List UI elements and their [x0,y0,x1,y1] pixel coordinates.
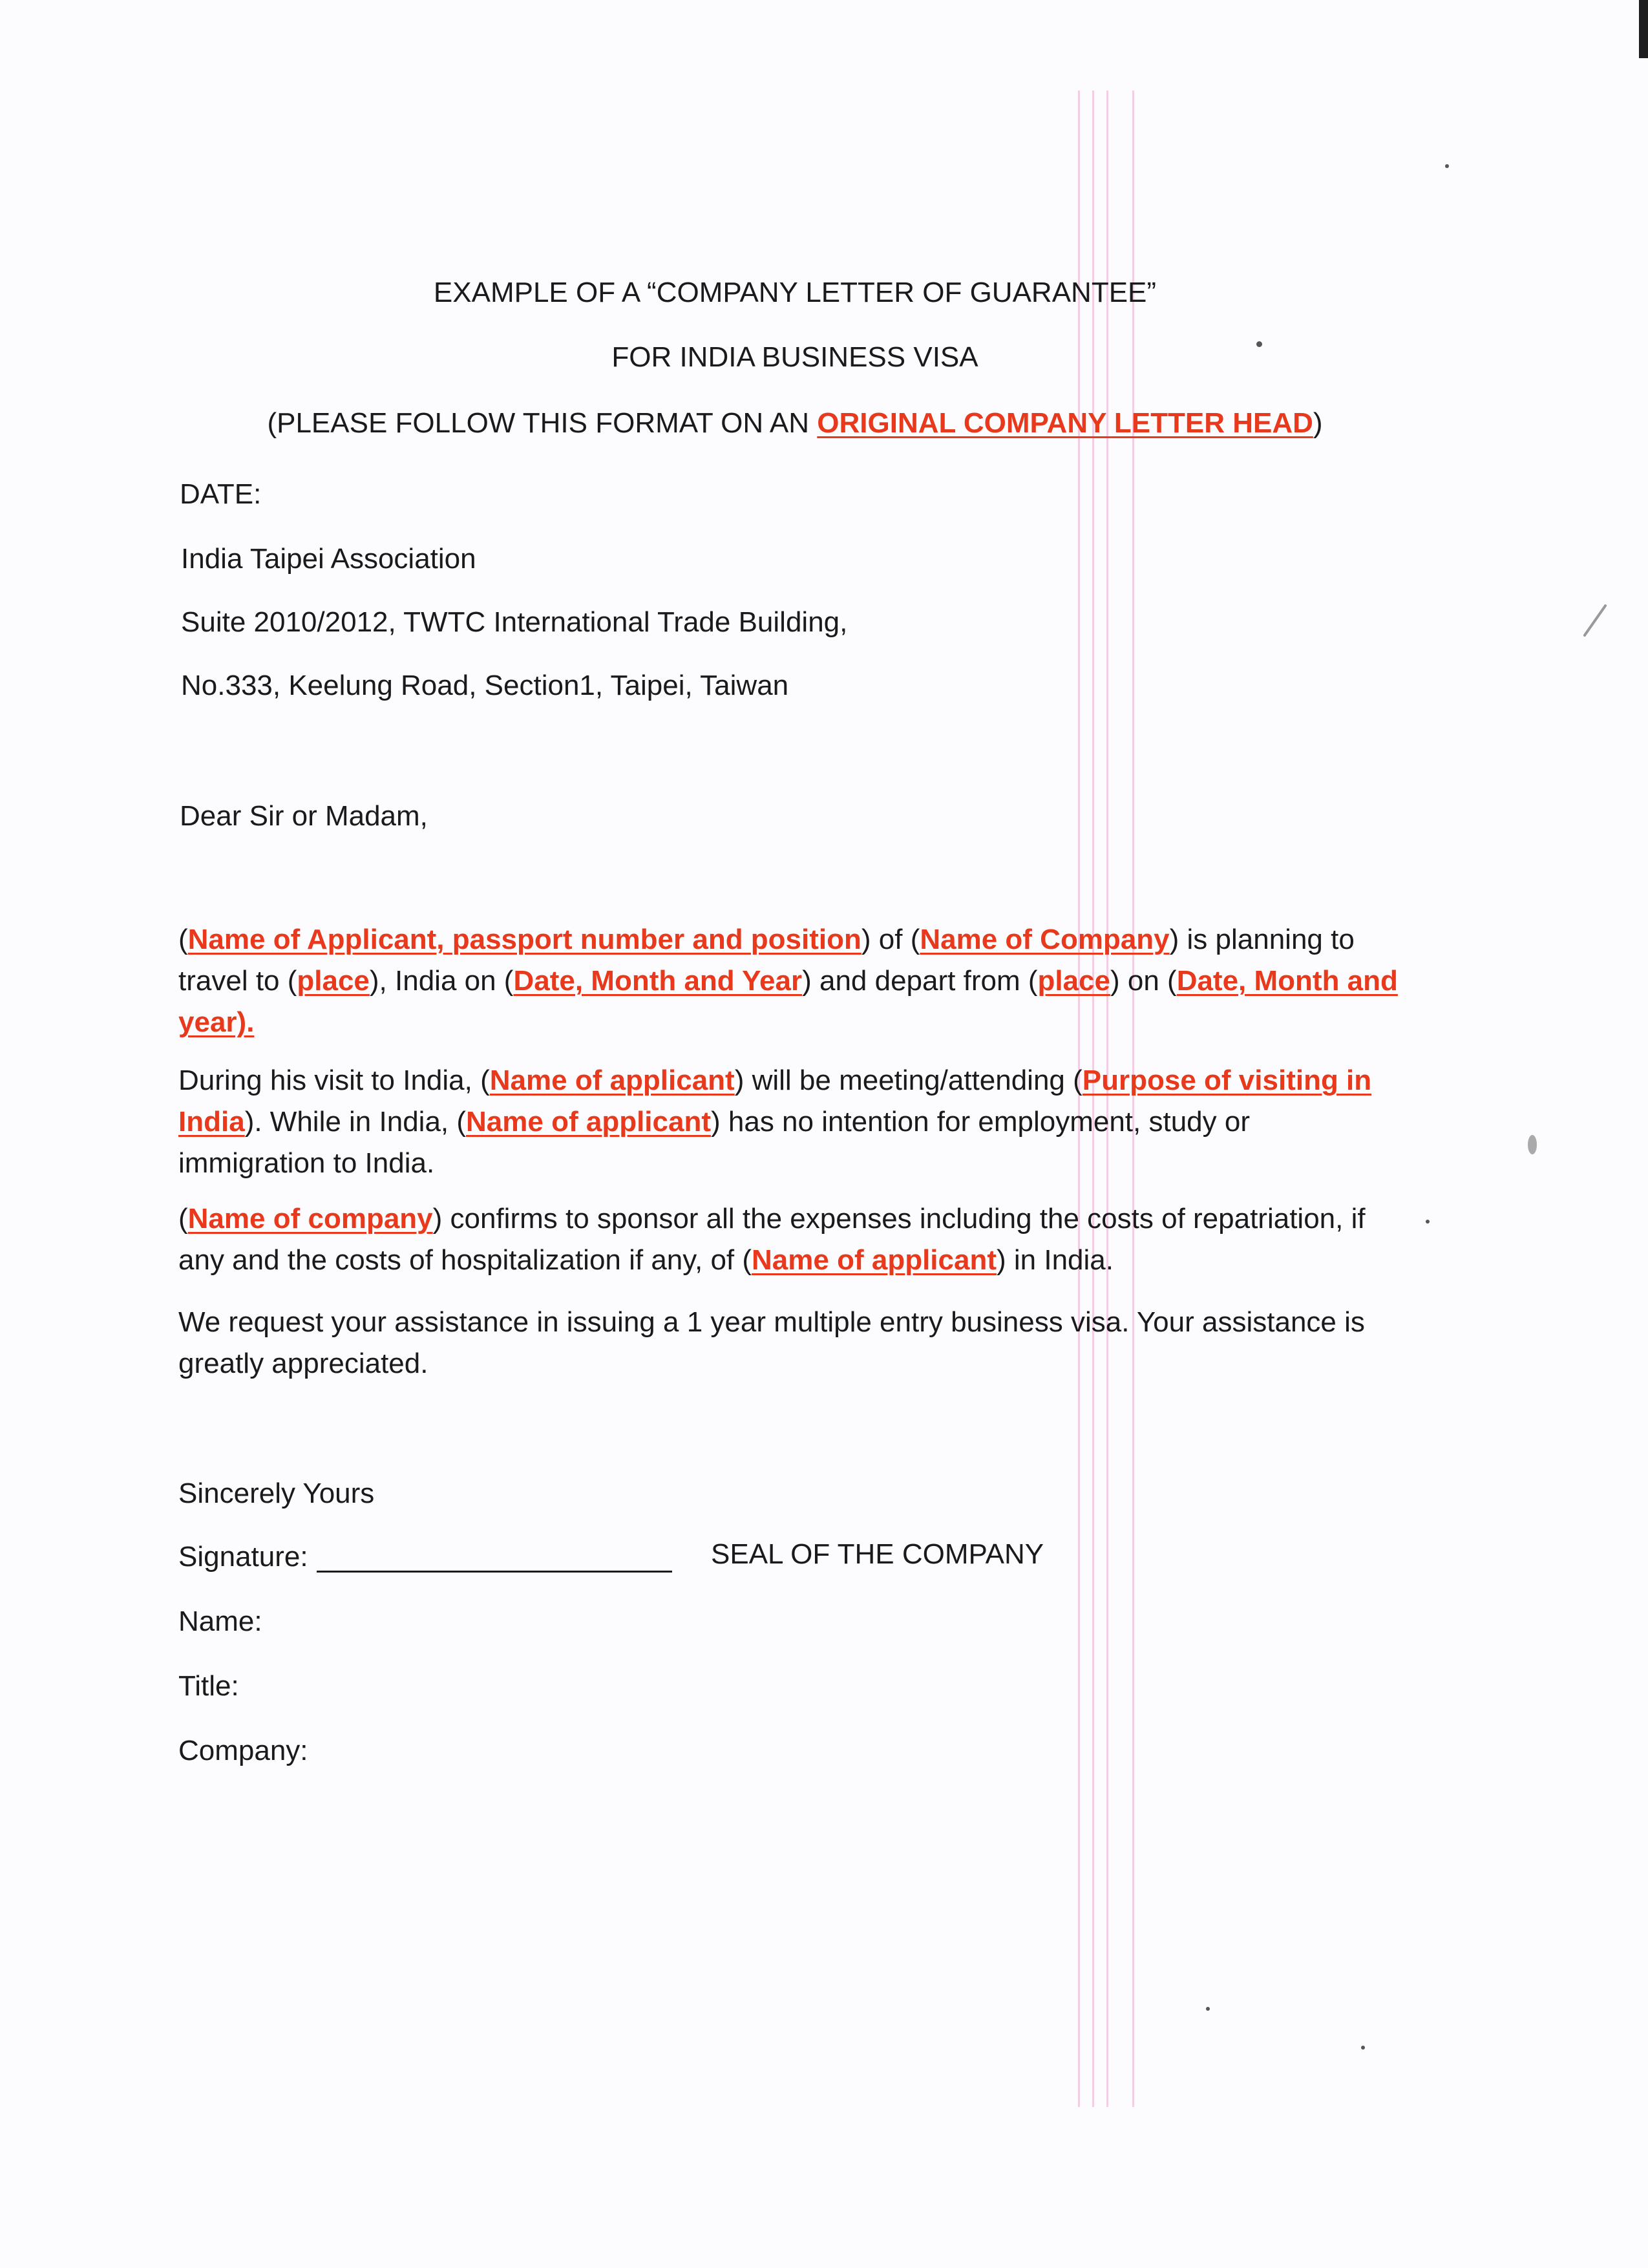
para2-text: ). While in India, ( [244,1106,467,1138]
para1-text: ), India on ( [369,965,514,997]
company-seal-label: SEAL OF THE COMPANY [711,1538,1044,1570]
paragraph-sponsorship [178,1198,1400,1281]
scan-speck [1206,2007,1210,2011]
scan-speck [1445,164,1449,168]
para2-text: During his visit to India, ( [178,1065,490,1096]
paragraph-purpose [178,1060,1400,1184]
scan-speck [1256,341,1262,347]
address-line-1: India Taipei Association [181,543,476,575]
name-label: Name: [178,1606,262,1637]
scan-mark [1583,604,1607,637]
placeholder-applicant-name: Name of applicant [466,1106,711,1138]
salutation: Dear Sir or Madam, [180,800,428,832]
scan-speck [1361,2046,1365,2050]
para1-text: ) and depart from ( [802,965,1038,997]
scan-speck [1528,1135,1537,1154]
paragraph-request: We request your assistance in issuing a 1 year multiple entry business visa. Your assistance is greatly appreciated. [178,1306,1365,1379]
placeholder-visit-purpose: Purpose of visiting in India [178,1065,1372,1138]
para3-text: ) in India. [997,1244,1114,1276]
placeholder-applicant-details: Name of Applicant, passport number and position [187,924,861,955]
letterhead-highlight: ORIGINAL COMPANY LETTER HEAD [817,407,1313,439]
placeholder-applicant-name: Name of applicant [489,1065,735,1096]
paragraph-travel [178,919,1400,1043]
placeholder-company-name: Name of Company [920,924,1170,955]
format-instruction-close: ) [1313,407,1323,439]
format-instruction-text: (PLEASE FOLLOW THIS FORMAT ON AN [267,407,818,439]
date-label: DATE: [180,478,262,510]
letter-subheading: FOR INDIA BUSINESS VISA [611,341,978,373]
para1-text: ) is planning to travel to ( [178,924,1355,997]
signature-line [317,1571,672,1573]
format-instruction [0,407,1590,440]
para2-text: ) will be meeting/attending ( [734,1065,1083,1096]
placeholder-place: place [1037,965,1110,997]
scan-edge-mark [1639,0,1648,58]
address-line-3: No.333, Keelung Road, Section1, Taipei, Taiwan [181,670,789,701]
para3-text: ( [178,1203,188,1235]
closing-phrase: Sincerely Yours [178,1478,375,1509]
para2-text: ) has no intention for employment, study or immigration to India. [178,1106,1250,1179]
para3-text: ) confirms to sponsor all the expenses including the costs of repatriation, if any and the costs of hospitalization if any, of ( [178,1203,1366,1276]
para1-text: ( [178,924,188,955]
placeholder-departure-date: Date, Month and year). [178,965,1398,1038]
placeholder-applicant-name: Name of applicant [752,1244,997,1276]
signature-label: Signature: [178,1541,308,1573]
placeholder-company-name: Name of company [187,1203,433,1235]
placeholder-place: place [297,965,370,997]
address-line-2: Suite 2010/2012, TWTC International Trade Building, [181,606,848,638]
placeholder-arrival-date: Date, Month and Year [513,965,803,997]
para1-text: ) of ( [861,924,920,955]
title-label: Title: [178,1670,239,1702]
para1-text: ) on ( [1110,965,1177,997]
letter-heading: EXAMPLE OF A “COMPANY LETTER OF GUARANTEE” [433,277,1157,308]
scan-speck [1426,1220,1430,1224]
company-label: Company: [178,1735,308,1766]
